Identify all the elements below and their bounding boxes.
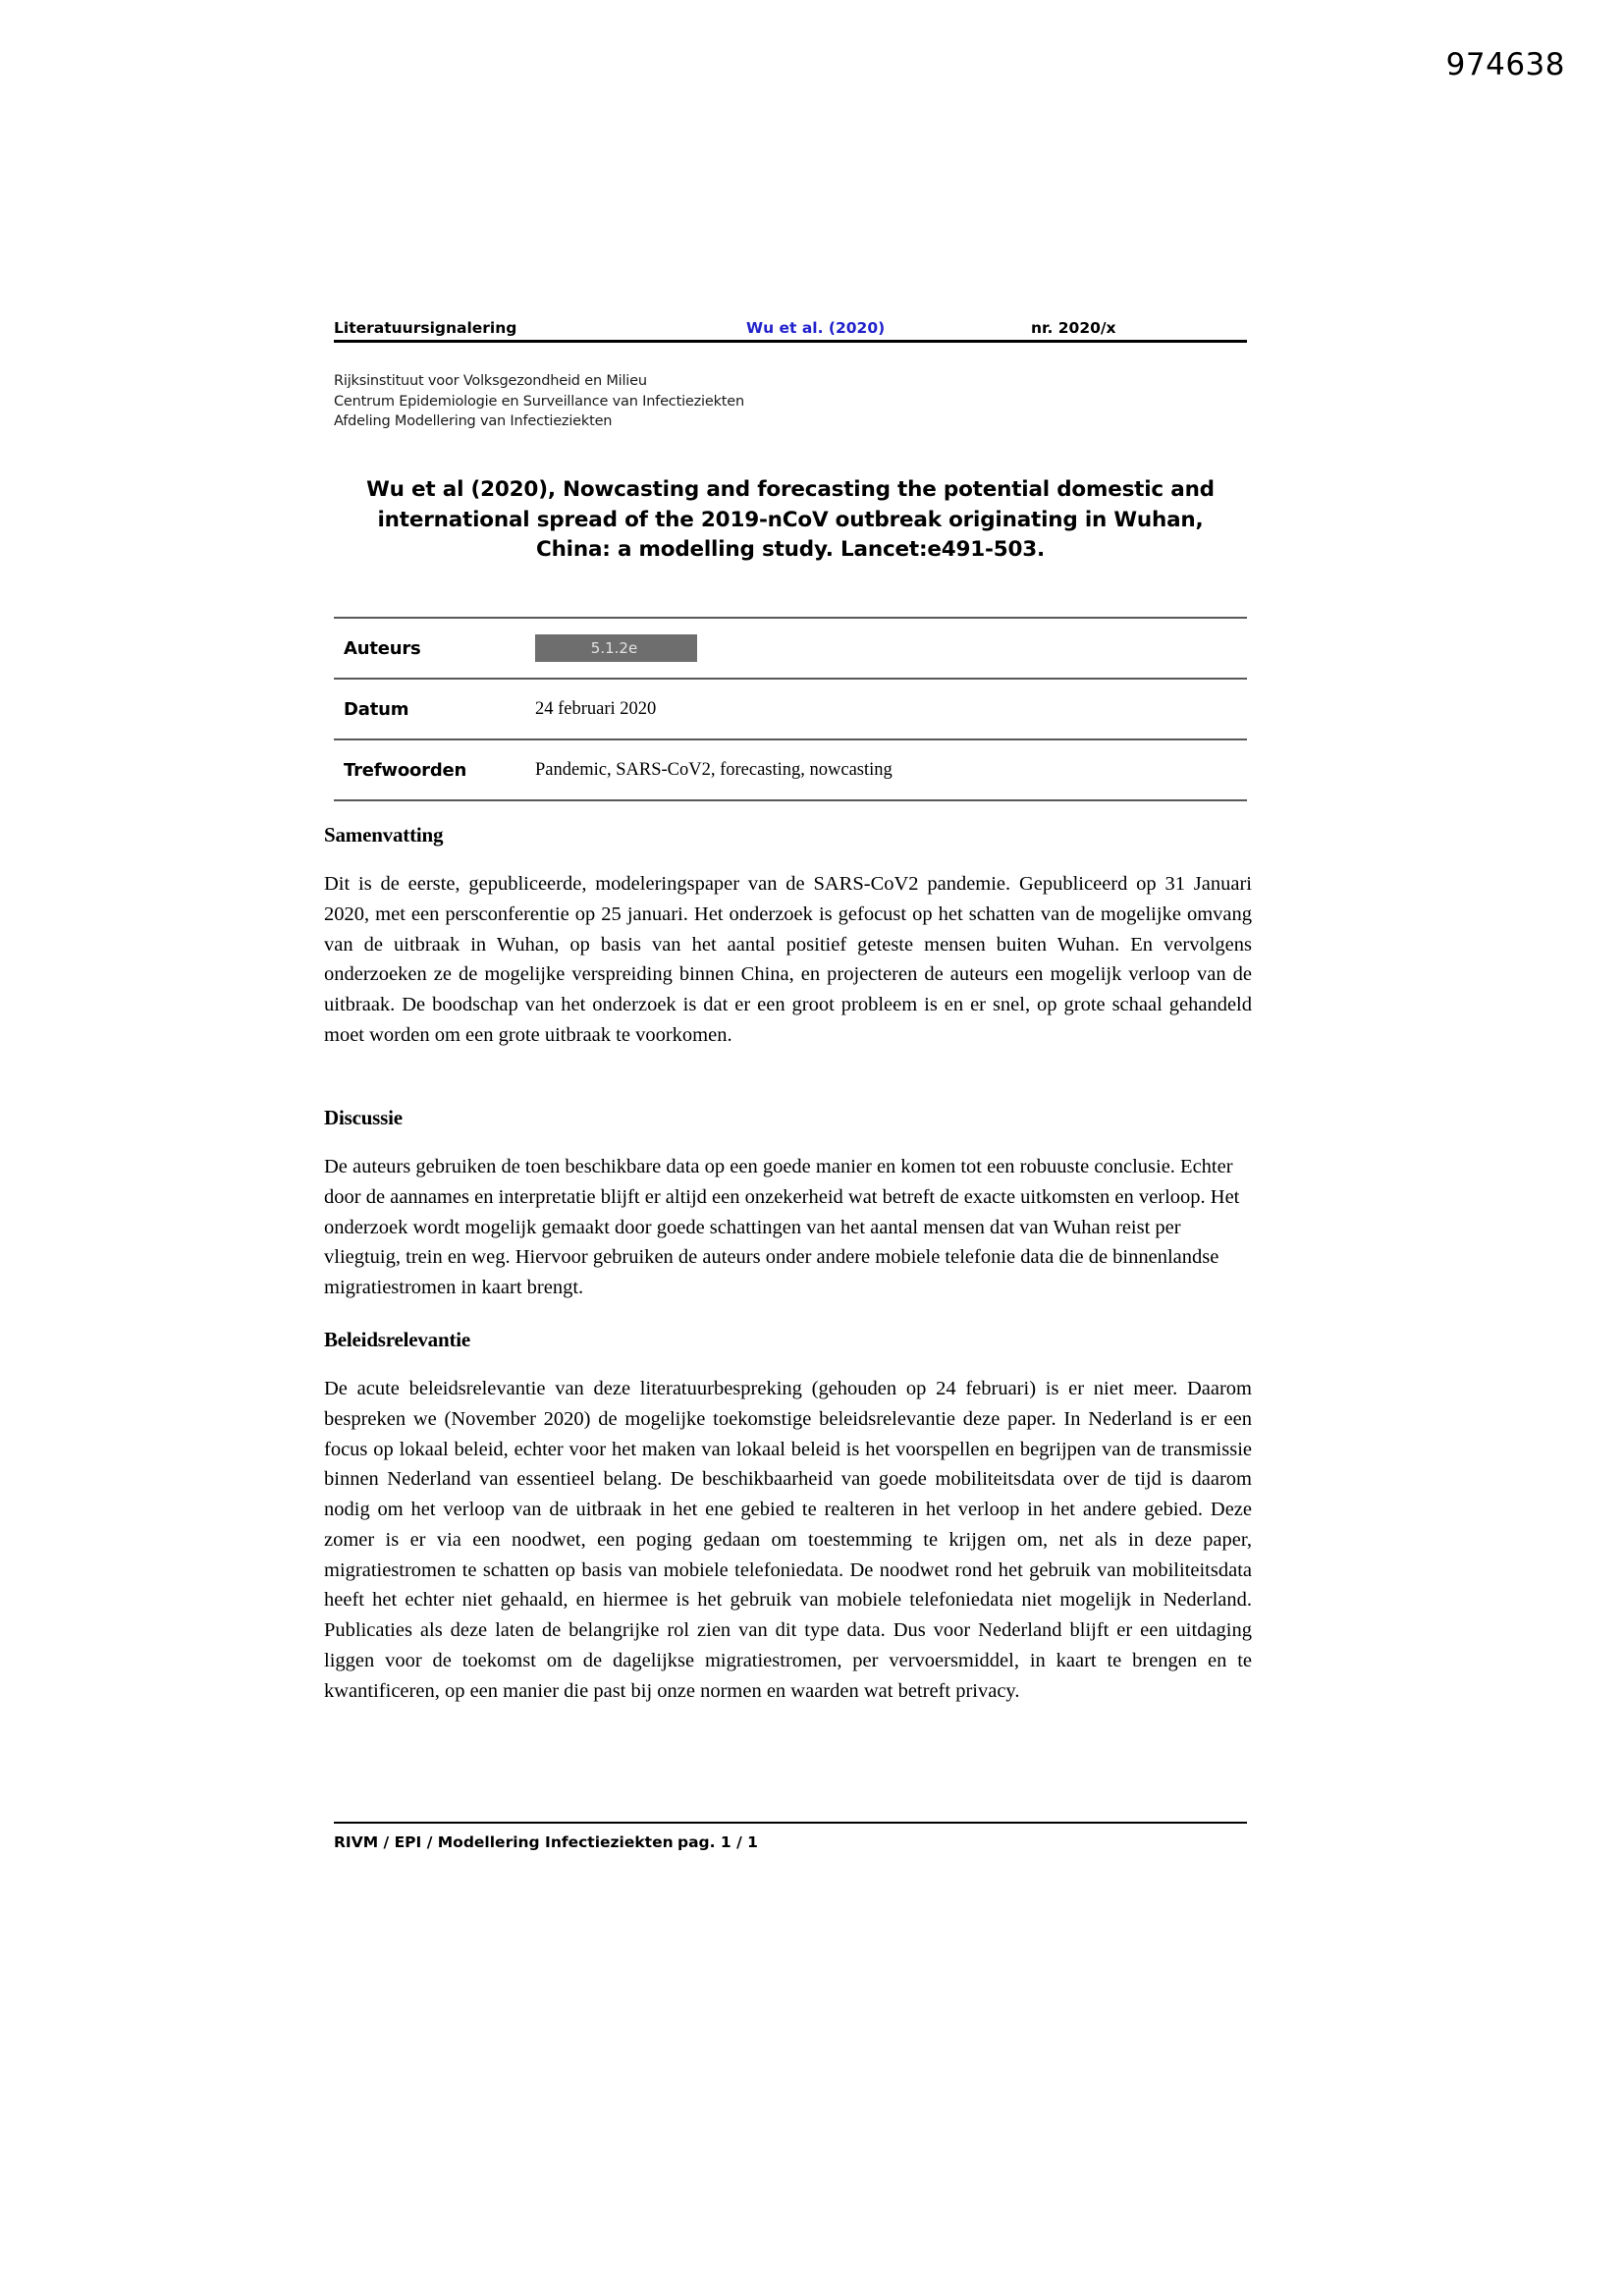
page-title-line-3: China: a modelling study. Lancet:e491-503.: [536, 537, 1045, 563]
metadata-table: [334, 617, 1247, 801]
metadata-label-auteurs: Auteurs: [344, 637, 421, 659]
page-title-line-1: Wu et al (2020), Nowcasting and forecasting the potential domestic and: [366, 477, 1215, 502]
institute-line-3: Afdeling Modellering van Infectieziekten: [334, 413, 613, 430]
metadata-value-datum: 24 februari 2020: [535, 698, 657, 719]
metadata-label-datum: Datum: [344, 698, 409, 720]
table-row: [334, 617, 1247, 678]
section-discussie: [324, 1106, 1252, 1303]
table-row: [334, 678, 1247, 738]
section-heading-samenvatting: Samenvatting: [324, 823, 444, 847]
section-text-samenvatting: Dit is de eerste, gepubliceerde, modeleringspaper van de SARS-CoV2 pandemie. Gepubliceerd op 31 Januari 2020, met een persconferentie op 25 januari. Het onderzoek is gefocust op het schatten van de mogelijke omvang van de uitbraak in Wuhan, op basis van het aantal positief geteste mensen buiten Wuhan. En vervolgens onderzoeken ze de mogelijke verspreiding binnen China, en projecteren de auteurs een mogelijk verloop van de uitbraak. De boodschap van het onderzoek is dat er een groot probleem is en er snel, op grote schaal gehandeld moet worden om een grote uitbraak te voorkomen.: [324, 873, 1252, 1046]
section-beleidsrelevantie: [324, 1328, 1252, 1706]
institute-line-2: Centrum Epidemiologie en Surveillance van Infectieziekten: [334, 393, 744, 410]
institute-block: [334, 371, 1247, 432]
institute-line-1: Rijksinstituut voor Volksgezondheid en Milieu: [334, 373, 647, 389]
section-text-discussie: De auteurs gebruiken de toen beschikbare data op een goede manier en komen tot een robuuste conclusie. Echter door de aannames en interpretatie blijft er altijd een onzekerheid wat betreft de exacte uitkomsten en verloop. Het onderzoek wordt mogelijk gemaakt door goede schattingen van het aantal mensen dat van Wuhan reist per vliegtuig, trein en weg. Hiervoor gebruiken de auteurs onder andere mobiele telefonie data die de binnenlandse migratiestromen in kaart brengt.: [324, 1156, 1240, 1298]
section-text-beleidsrelevantie: De acute beleidsrelevantie van deze literatuurbespreking (gehouden op 24 februari) is er niet meer. Daarom bespreken we (November 2020) de mogelijke toekomstige beleidsrelevantie deze paper. In Nederland is er een focus op lokaal beleid, echter voor het maken van lokaal beleid is het voorspellen en begrijpen van de transmissie binnen Nederland van essentieel belang. De beschikbaarheid van goede mobiliteitsdata over de tijd is daarom nodig om het verloop van de uitbraak in het ene gebied te realteren in het verloop in het andere gebied. Deze zomer is er via een noodwet, een poging gedaan om toestemming te krijgen om, net als in deze paper, migratiestromen te schatten op basis van mobiele telefoniedata. De noodwet rond het gebruik van mobiliteitsdata heeft het echter niet gehaald, en hiermee is het gebruik van mobiele telefoniedata niet mogelijk in Nederland. Publicaties als deze laten de belangrijke rol zien van dit type data. Dus voor Nederland blijft er een uitdaging liggen voor de toekomst om de dagelijkse migratiestromen, per vervoersmiddel, in kaart te brengen en te kwantificeren, op een manier die past bij onze normen en waarden wat betreft privacy.: [324, 1378, 1252, 1702]
section-samenvatting: [324, 823, 1252, 1051]
document-running-header: [334, 319, 1247, 343]
section-heading-discussie: Discussie: [324, 1106, 403, 1129]
redaction-bar: 5.1.2e: [535, 634, 697, 662]
footer-page-number: pag. 1 / 1: [677, 1833, 758, 1851]
section-heading-beleidsrelevantie: Beleidsrelevantie: [324, 1328, 471, 1351]
footer-department: RIVM / EPI / Modellering Infectieziekten: [334, 1833, 674, 1851]
page-title-line-2: international spread of the 2019-nCoV outbreak originating in Wuhan,: [377, 507, 1204, 532]
metadata-label-trefwoorden: Trefwoorden: [344, 759, 467, 781]
header-document-type: Literatuursignalering: [334, 319, 517, 337]
page-title: [334, 475, 1247, 566]
document-footer: [334, 1822, 1247, 1851]
metadata-value-trefwoorden: Pandemic, SARS-CoV2, forecasting, nowcasting: [535, 759, 893, 780]
metadata-value-auteurs: [535, 634, 697, 662]
scan-id-number: 974638: [1445, 47, 1565, 82]
header-number: nr. 2020/x: [1031, 319, 1116, 337]
header-reference: Wu et al. (2020): [746, 319, 886, 337]
table-row: [334, 738, 1247, 801]
